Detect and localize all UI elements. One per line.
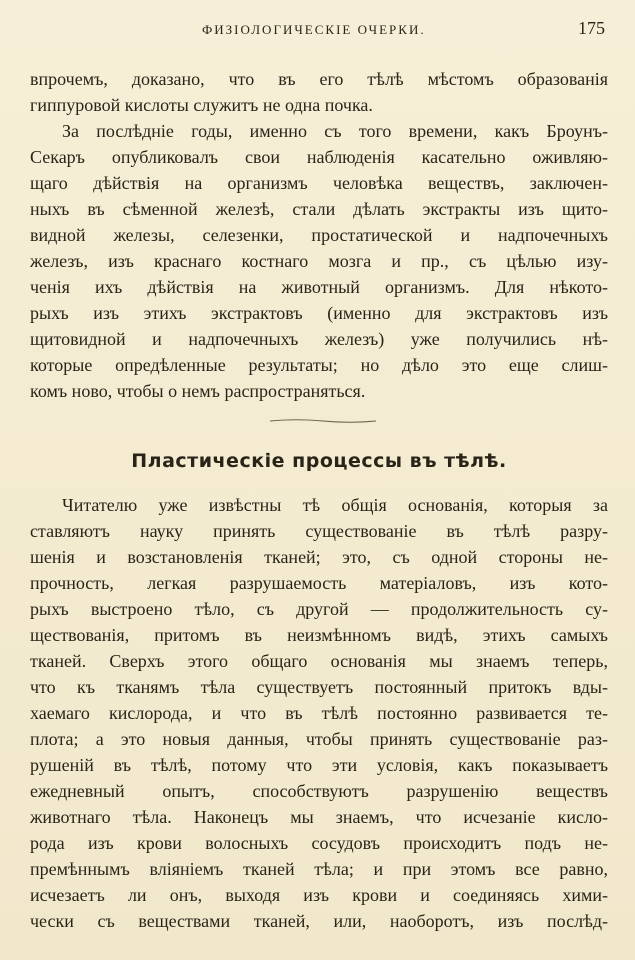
text-line: что къ тканямъ тѣла существуетъ постоянный притокъ вды- (30, 677, 608, 697)
text-line: щитовидной и надпочечныхъ железъ) уже получились нѣ- (30, 329, 608, 349)
text-line: хаемаго кислорода, и что въ тѣлѣ постоянно развивается те- (30, 703, 608, 723)
text-line: комъ ново, чтобы о немъ распространяться. (30, 381, 366, 401)
text-line: впрочемъ, доказано, что въ его тѣлѣ мѣстомъ образованія (30, 69, 608, 89)
paragraph-1 (30, 66, 608, 118)
paragraph-2 (30, 118, 608, 404)
running-head (0, 18, 635, 42)
section-heading: Пластическіе процессы въ тѣлѣ. (131, 450, 507, 472)
text-line: рушеній въ тѣлѣ, потому что эти условія, какъ показываетъ (30, 755, 608, 775)
text-line: железъ, изъ краснаго костнаго мозга и пр., съ цѣлью изу- (30, 251, 608, 271)
section-divider (30, 404, 608, 440)
text-line: ныхъ въ сѣменной железѣ, стали дѣлать экстракты изъ щито- (30, 199, 608, 219)
running-title: ФИЗІОЛОГИЧЕСКІЕ ОЧЕРКИ. (202, 22, 426, 37)
text-line: ществованія, притомъ въ неизмѣнномъ видѣ, этихъ самыхъ (30, 625, 608, 645)
text-line: Читателю уже извѣстны тѣ общія основанія, которыя за (62, 495, 608, 515)
text-line: рода изъ крови волосныхъ сосудовъ происходитъ подъ не- (30, 833, 608, 853)
text-line: шенія и возстановленія тканей; это, съ одной стороны не- (30, 547, 608, 567)
section-heading-row (30, 440, 608, 492)
text-line: исчезаетъ ли онъ, выходя изъ крови и соединяясь хими- (30, 885, 608, 905)
text-line: ежедневный опытъ, способствуютъ разрушенію веществъ (30, 781, 608, 801)
text-line: которые опредѣленные результаты; но дѣло это еще слиш- (30, 355, 608, 375)
page-number: 175 (578, 18, 605, 38)
text-line: гиппуровой кислоты служитъ не одна почка. (30, 95, 373, 115)
text-line: рыхъ выстроено тѣло, съ другой — продолжительность су- (30, 599, 608, 619)
text-line: видной железы, селезенки, простатической и надпочечныхъ (30, 225, 608, 245)
text-line: прочность, легкая разрушаемость матеріаловъ, изъ кото- (30, 573, 608, 593)
text-line: ченія ихъ дѣйствія на животный организмъ. Для нѣкото- (30, 277, 608, 297)
text-line: животнаго тѣла. Наконецъ мы знаемъ, что исчезаніе кисло- (30, 807, 608, 827)
text-line: тканей. Сверхъ этого общаго основанія мы знаемъ теперь, (30, 651, 608, 671)
divider-ornament-icon (268, 418, 378, 424)
text-line: ставляютъ науку принять существованіе въ тѣлѣ разру- (30, 521, 608, 541)
text-line: премѣннымъ вліяніемъ тканей тѣла; и при этомъ все равно, (30, 859, 608, 879)
text-line: рыхъ изъ этихъ экстрактовъ (именно для экстрактовъ изъ (30, 303, 608, 323)
body-text (30, 66, 608, 934)
text-line: Секаръ опубликовалъ свои наблюденія касательно оживляю- (30, 147, 608, 167)
text-line: За послѣдніе годы, именно съ того времени, какъ Броунъ- (62, 121, 608, 141)
text-line: чески съ веществами тканей, или, наоборотъ, изъ послѣд- (30, 911, 608, 931)
text-line: плота; а это новыя данныя, чтобы принять существованіе раз- (30, 729, 608, 749)
paragraph-3 (30, 492, 608, 934)
text-line: щаго дѣйствія на организмъ человѣка веществъ, заключен- (30, 173, 608, 193)
